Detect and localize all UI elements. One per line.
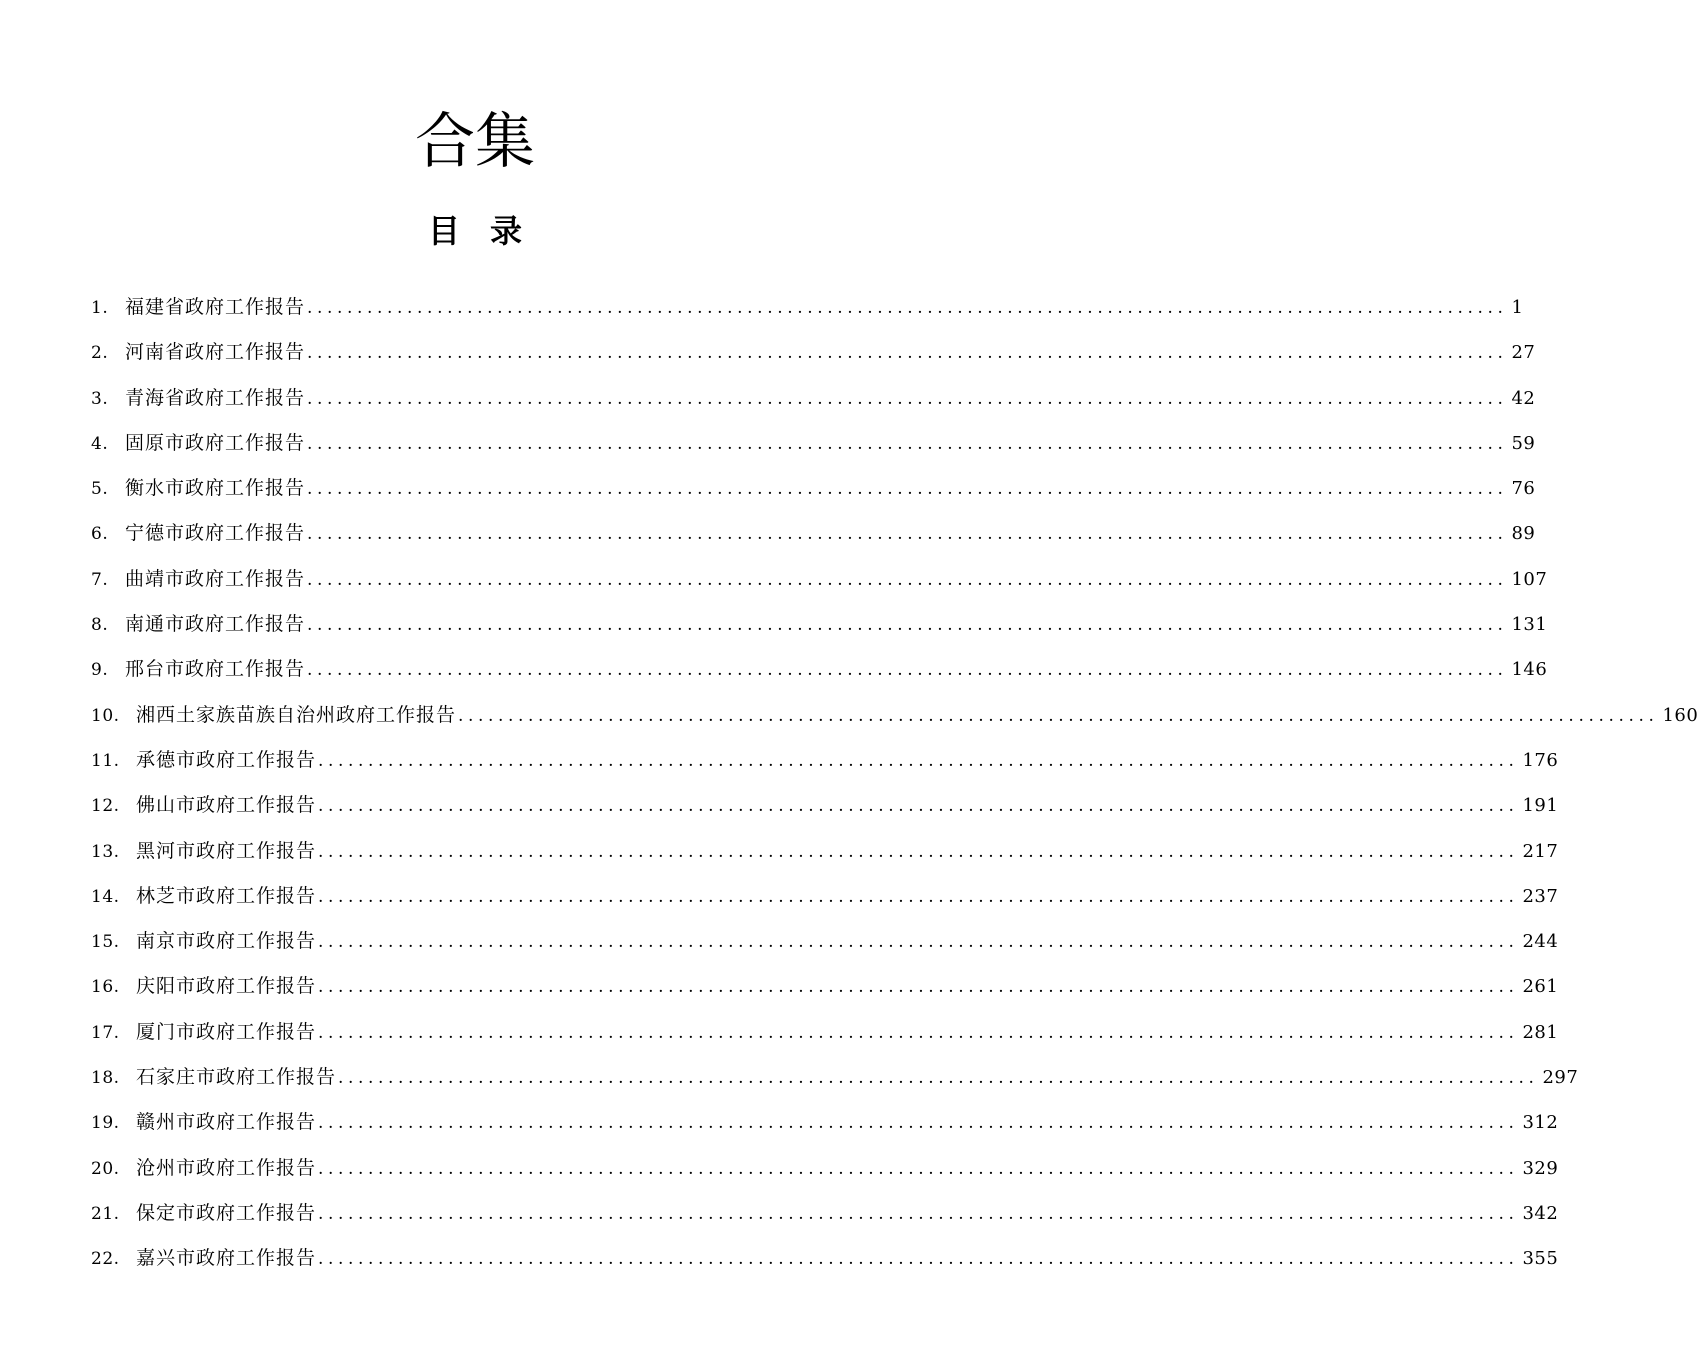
toc-dot-leader: ........................................................................................................................ <box>307 388 1508 409</box>
toc-entry-title: 沧州市政府工作报告 <box>136 1156 317 1179</box>
toc-entry-page-number: 27 <box>1511 342 1536 364</box>
toc-entry-page-number: 244 <box>1522 931 1559 953</box>
toc-entry-title: 福建省政府工作报告 <box>125 296 306 318</box>
toc-entry-title: 嘉兴市政府工作报告 <box>136 1247 317 1270</box>
toc-entry-title: 曲靖市政府工作报告 <box>125 567 306 590</box>
toc-entry-page-number: 160 <box>1662 704 1698 726</box>
toc-entry-number: 4. <box>91 433 109 454</box>
toc-dot-leader: ........................................................................................................................ <box>338 1068 1539 1089</box>
toc-entry-page-number: 1 <box>1511 297 1524 318</box>
toc-entry-page-number: 342 <box>1522 1202 1559 1224</box>
toc-entry[interactable] <box>91 1055 1579 1100</box>
toc-entry[interactable] <box>91 1236 1559 1281</box>
toc-entry-title: 厦门市政府工作报告 <box>136 1020 317 1043</box>
toc-dot-leader: ........................................................................................................................ <box>318 1203 1519 1224</box>
toc-entry[interactable] <box>91 421 1536 466</box>
toc-entry[interactable] <box>91 829 1559 874</box>
toc-entry-number: 14. <box>91 886 120 907</box>
toc-dot-leader: ........................................................................................................................ <box>318 750 1519 771</box>
toc-dot-leader: ........................................................................................................................ <box>318 1249 1519 1270</box>
toc-entry[interactable] <box>91 285 1524 330</box>
toc-entry-page-number: 355 <box>1522 1248 1559 1270</box>
toc-entry[interactable] <box>91 376 1536 421</box>
toc-entry-number: 3. <box>91 388 109 409</box>
toc-entry-number: 12. <box>91 796 120 817</box>
toc-dot-leader: ........................................................................................................................ <box>318 932 1519 953</box>
toc-entry[interactable] <box>91 874 1559 919</box>
toc-entry-title: 湘西土家族苗族自治州政府工作报告 <box>136 703 457 726</box>
toc-entry-title: 衡水市政府工作报告 <box>125 477 306 500</box>
toc-entry[interactable] <box>91 783 1559 828</box>
toc-entry-page-number: 131 <box>1511 614 1548 636</box>
toc-entry-page-number: 59 <box>1511 432 1536 454</box>
toc-entry-number: 6. <box>91 524 109 545</box>
toc-dot-leader: ........................................................................................................................ <box>307 433 1508 454</box>
toc-entry[interactable] <box>91 466 1536 511</box>
toc-dot-leader: ........................................................................................................................ <box>318 1113 1519 1134</box>
toc-dot-leader: ........................................................................................................................ <box>307 660 1508 681</box>
toc-dot-leader: ........................................................................................................................ <box>307 343 1508 364</box>
toc-dot-leader: ........................................................................................................................ <box>458 705 1659 726</box>
toc-entry-number: 18. <box>91 1068 120 1089</box>
toc-dot-leader: ........................................................................................................................ <box>318 886 1519 907</box>
toc-entry-page-number: 191 <box>1522 795 1559 817</box>
toc-entry[interactable] <box>91 964 1559 1009</box>
toc-entry[interactable] <box>91 1146 1559 1191</box>
toc-entry[interactable] <box>91 511 1536 556</box>
toc-entry-number: 8. <box>91 615 109 636</box>
toc-entry-number: 17. <box>91 1022 120 1043</box>
toc-entry-number: 1. <box>91 298 109 318</box>
toc-entry-title: 青海省政府工作报告 <box>125 386 306 409</box>
toc-entry-title: 林芝市政府工作报告 <box>136 884 317 907</box>
toc-entry-number: 22. <box>91 1249 120 1270</box>
document-title: 合集 <box>415 107 535 177</box>
toc-entry-number: 10. <box>91 705 120 726</box>
table-of-contents <box>91 285 1698 1282</box>
toc-entry-page-number: 42 <box>1511 387 1536 409</box>
toc-entry-page-number: 312 <box>1522 1112 1559 1134</box>
toc-dot-leader: ........................................................................................................................ <box>318 1158 1519 1179</box>
toc-entry[interactable] <box>91 557 1548 602</box>
toc-dot-leader: ........................................................................................................................ <box>318 841 1519 862</box>
toc-entry-page-number: 176 <box>1522 749 1559 771</box>
toc-dot-leader: ........................................................................................................................ <box>307 524 1508 545</box>
toc-entry[interactable] <box>91 1100 1559 1145</box>
toc-entry-number: 16. <box>91 977 120 998</box>
toc-entry-title: 宁德市政府工作报告 <box>125 522 306 545</box>
toc-dot-leader: ........................................................................................................................ <box>318 1022 1519 1043</box>
toc-entry-page-number: 237 <box>1522 885 1559 907</box>
toc-entry-title: 南通市政府工作报告 <box>125 613 306 636</box>
toc-entry-page-number: 146 <box>1511 659 1548 681</box>
toc-entry-title: 赣州市政府工作报告 <box>136 1111 317 1134</box>
toc-entry[interactable] <box>91 647 1548 692</box>
toc-entry-number: 13. <box>91 841 120 862</box>
toc-entry-page-number: 329 <box>1522 1157 1559 1179</box>
toc-entry-number: 15. <box>91 932 120 953</box>
toc-entry-page-number: 261 <box>1522 976 1559 998</box>
toc-dot-leader: ........................................................................................................................ <box>307 569 1508 590</box>
toc-dot-leader: ........................................................................................................................ <box>318 796 1519 817</box>
toc-entry-title: 黑河市政府工作报告 <box>136 839 317 862</box>
toc-entry-number: 7. <box>91 569 109 590</box>
toc-entry-number: 9. <box>91 660 109 681</box>
toc-entry-page-number: 217 <box>1522 840 1559 862</box>
toc-entry-page-number: 107 <box>1511 568 1548 590</box>
toc-dot-leader: ........................................................................................................................ <box>307 298 1508 318</box>
toc-entry[interactable] <box>91 330 1536 375</box>
toc-entry-number: 2. <box>91 343 109 364</box>
toc-entry-title: 固原市政府工作报告 <box>125 431 306 454</box>
toc-entry[interactable] <box>91 919 1559 964</box>
toc-entry-number: 19. <box>91 1113 120 1134</box>
toc-entry-number: 11. <box>91 750 120 771</box>
toc-entry[interactable] <box>91 602 1548 647</box>
toc-entry-title: 南京市政府工作报告 <box>136 930 317 953</box>
toc-entry-title: 邢台市政府工作报告 <box>125 658 306 681</box>
toc-entry-page-number: 76 <box>1511 478 1536 500</box>
toc-entry[interactable] <box>91 738 1559 783</box>
toc-dot-leader: ........................................................................................................................ <box>318 977 1519 998</box>
toc-entry-title: 庆阳市政府工作报告 <box>136 975 317 998</box>
toc-entry-page-number: 281 <box>1522 1021 1559 1043</box>
toc-entry-title: 承德市政府工作报告 <box>136 748 317 771</box>
toc-entry-number: 20. <box>91 1158 120 1179</box>
toc-entry-page-number: 89 <box>1511 523 1536 545</box>
toc-entry-number: 21. <box>91 1203 120 1224</box>
toc-entry-page-number: 297 <box>1542 1067 1579 1089</box>
toc-entry[interactable] <box>91 1191 1559 1236</box>
toc-entry[interactable] <box>91 1010 1559 1055</box>
toc-entry-number: 5. <box>91 479 109 500</box>
toc-entry-title: 佛山市政府工作报告 <box>136 794 317 817</box>
toc-entry-title: 河南省政府工作报告 <box>125 341 306 364</box>
toc-entry-title: 石家庄市政府工作报告 <box>136 1066 337 1089</box>
toc-entry-title: 保定市政府工作报告 <box>136 1201 317 1224</box>
toc-entry[interactable] <box>91 693 1698 738</box>
toc-dot-leader: ........................................................................................................................ <box>307 615 1508 636</box>
toc-heading: 目录 <box>427 212 552 250</box>
toc-dot-leader: ........................................................................................................................ <box>307 479 1508 500</box>
